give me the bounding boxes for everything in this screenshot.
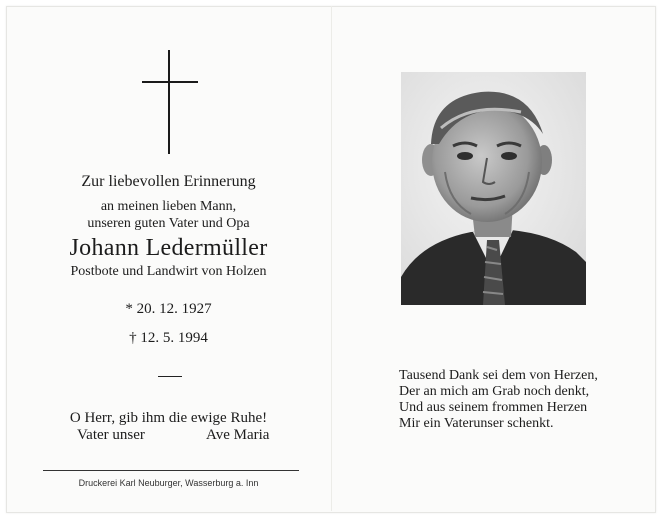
occupation-text: Postbote und Landwirt von Holzen (70, 264, 267, 279)
printer-credit: Druckerei Karl Neuburger, Wasserburg a. Inn (78, 478, 259, 488)
verse-line-3: Und aus seinem frommen Herzen (399, 400, 588, 415)
right-panel (332, 6, 654, 511)
verse-line-4: Mir ein Vaterunser schenkt. (399, 416, 554, 431)
prayer-ave-maria: Ave Maria (206, 427, 270, 443)
cross-icon (142, 50, 198, 154)
divider-short (158, 376, 182, 377)
verse-line-2: Der an mich am Grab noch denkt, (399, 384, 590, 399)
dedication-line-1: an meinen lieben Mann, (100, 199, 237, 214)
intro-text: Zur liebevollen Erinnerung (81, 173, 256, 190)
portrait-photo (401, 72, 586, 305)
verse-block (399, 368, 598, 432)
death-date: † 12. 5. 1994 (129, 330, 208, 346)
prayer-vater-unser: Vater unser (77, 427, 145, 443)
verse-line-1: Tausend Dank sei dem von Herzen, (399, 368, 598, 383)
deceased-name: Johann Ledermüller (69, 235, 268, 261)
divider-long (43, 470, 299, 471)
birth-date: * 20. 12. 1927 (125, 301, 212, 317)
left-panel (6, 6, 331, 511)
prayer-text: O Herr, gib ihm die ewige Ruhe! (69, 410, 268, 426)
dedication-line-2: unseren guten Vater und Opa (87, 216, 250, 231)
